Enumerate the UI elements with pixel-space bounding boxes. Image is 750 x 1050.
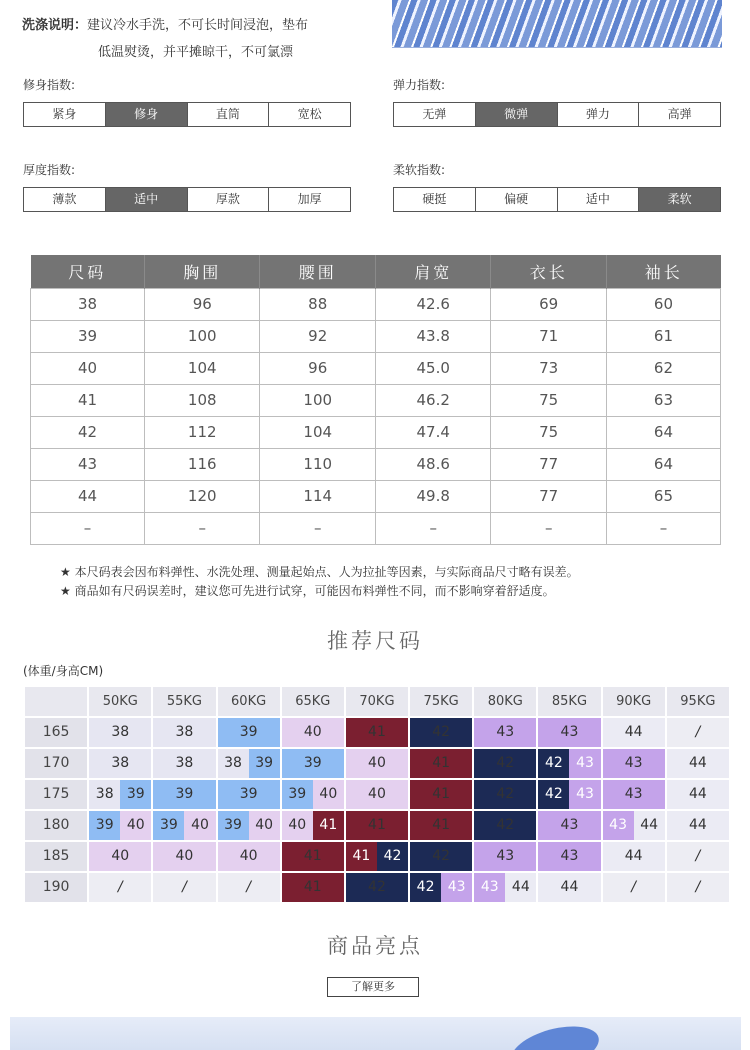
fit-index — [23, 78, 351, 127]
size-table-header — [31, 255, 721, 288]
size-recommendation-cell: 41 — [282, 873, 344, 902]
size-recommendation-cell: / — [153, 873, 215, 902]
size-recommendation-value: 42 — [410, 873, 441, 902]
table-cell: 47.4 — [375, 416, 490, 448]
size-recommendation-cell: 41 — [346, 718, 408, 747]
size-recommendation-cell: 43 — [603, 780, 665, 809]
highlights-title: 商品亮点 — [327, 934, 423, 958]
table-cell: 96 — [260, 352, 375, 384]
softness-option: 柔软 — [639, 188, 720, 211]
thickness-index-title: 厚度指数: — [23, 163, 76, 177]
table-cell: 75 — [491, 416, 606, 448]
softness-option: 硬挺 — [394, 188, 476, 211]
size-recommendation-cell: 44 — [667, 749, 729, 778]
size-recommendation-value: 39 — [249, 749, 280, 778]
size-recommendation-cell: 42 — [346, 873, 408, 902]
table-cell: – — [606, 512, 720, 544]
care-line-2: 低温熨烫，并平摊晾干，不可氯漂 — [98, 45, 294, 60]
table-cell: 120 — [145, 480, 260, 512]
weight-header: 90KG — [603, 687, 665, 716]
size-recommendation-cell: / — [667, 873, 729, 902]
table-cell: 77 — [491, 480, 606, 512]
size-recommendation-value: 38 — [89, 780, 120, 809]
table-cell: 41 — [31, 384, 145, 416]
height-header: 185 — [25, 842, 87, 871]
table-cell: 100 — [260, 384, 375, 416]
table-cell: 42.6 — [375, 288, 490, 320]
table-cell: 40 — [31, 352, 145, 384]
table-row — [31, 320, 721, 352]
height-row — [25, 873, 729, 902]
table-cell: 114 — [260, 480, 375, 512]
table-cell: 110 — [260, 448, 375, 480]
size-recommendation-cell-split — [282, 780, 344, 809]
size-recommendation-value: 39 — [282, 780, 313, 809]
size-recommendation-cell-split — [218, 811, 280, 840]
size-recommendation-cell: 42 — [410, 718, 472, 747]
size-recommendation-cell-split — [538, 780, 600, 809]
table-cell: – — [31, 512, 145, 544]
table-cell: 61 — [606, 320, 720, 352]
thickness-option: 加厚 — [297, 192, 322, 206]
size-recommendation-value: 43 — [569, 780, 600, 809]
size-recommendation-cell: 42 — [474, 780, 536, 809]
thickness-scale — [23, 187, 351, 212]
table-cell: – — [145, 512, 260, 544]
size-recommendation-cell: 44 — [603, 718, 665, 747]
table-cell: 44 — [31, 480, 145, 512]
weight-header: 60KG — [218, 687, 280, 716]
size-recommendation-cell: 43 — [538, 718, 600, 747]
height-header: 170 — [25, 749, 87, 778]
size-recommendation-cell: 40 — [346, 780, 408, 809]
softness-scale — [393, 187, 721, 212]
size-recommendation-cell-split — [282, 811, 344, 840]
size-recommendation-value: 41 — [313, 811, 344, 840]
size-recommendation-cell: / — [218, 873, 280, 902]
size-recommendation-cell: 42 — [474, 811, 536, 840]
care-line-1: 建议冷水手洗，不可长时间浸泡，垫布 — [87, 18, 309, 33]
table-cell: 116 — [145, 448, 260, 480]
table-cell: 77 — [491, 448, 606, 480]
size-recommendation-value: 43 — [569, 749, 600, 778]
size-recommendation-cell-split — [346, 842, 408, 871]
table-cell: 48.6 — [375, 448, 490, 480]
size-recommendation-cell: 39 — [218, 718, 280, 747]
size-recommendation-cell: 43 — [538, 842, 600, 871]
size-recommendation-cell: 43 — [538, 811, 600, 840]
height-row — [25, 749, 729, 778]
table-row — [31, 416, 721, 448]
size-recommendation-cell: / — [667, 842, 729, 871]
size-recommendation-cell: 42 — [474, 749, 536, 778]
size-recommendation-value: 38 — [218, 749, 249, 778]
height-row — [25, 718, 729, 747]
softness-index-title: 柔软指数: — [393, 163, 446, 177]
table-cell: 100 — [145, 320, 260, 352]
care-label: 洗涤说明： — [22, 18, 88, 33]
weight-header: 55KG — [153, 687, 215, 716]
size-recommendation-cell-split — [538, 749, 600, 778]
size-recommendation-cell: 41 — [282, 842, 344, 871]
weight-header: 50KG — [89, 687, 151, 716]
height-header: 175 — [25, 780, 87, 809]
table-cell: 64 — [606, 416, 720, 448]
size-column-header: 尺码 — [31, 255, 145, 288]
size-column-header: 袖长 — [606, 255, 720, 288]
table-cell: 71 — [491, 320, 606, 352]
size-recommendation-cell: 40 — [346, 749, 408, 778]
size-recommendation-cell: 38 — [153, 718, 215, 747]
size-chart-table — [30, 255, 721, 545]
thickness-index — [23, 163, 351, 212]
size-recommendation-cell: 43 — [603, 749, 665, 778]
size-recommendation-value: 39 — [89, 811, 120, 840]
height-row — [25, 780, 729, 809]
table-row — [31, 288, 721, 320]
size-recommendation-value: 40 — [249, 811, 280, 840]
table-cell: 45.0 — [375, 352, 490, 384]
size-column-header: 肩宽 — [375, 255, 490, 288]
size-recommendation-cell: 38 — [153, 749, 215, 778]
elasticity-option: 无弹 — [394, 103, 476, 126]
fit-option: 紧身 — [24, 103, 106, 126]
table-cell: 92 — [260, 320, 375, 352]
size-recommendation-cell: 40 — [282, 718, 344, 747]
table-cell: 69 — [491, 288, 606, 320]
softness-option: 适中 — [558, 188, 640, 211]
table-cell: 60 — [606, 288, 720, 320]
table-cell: 96 — [145, 288, 260, 320]
size-recommendation-value: 39 — [120, 780, 151, 809]
size-recommendation-cell: 44 — [667, 780, 729, 809]
weight-header: 95KG — [667, 687, 729, 716]
size-recommendation-value: 44 — [505, 873, 536, 902]
table-cell: 73 — [491, 352, 606, 384]
weight-header: 80KG — [474, 687, 536, 716]
height-row — [25, 811, 729, 840]
table-row — [31, 512, 721, 544]
size-recommendation-cell: 39 — [282, 749, 344, 778]
weight-header: 85KG — [538, 687, 600, 716]
size-recommendation-cell: 38 — [89, 749, 151, 778]
weight-header: 70KG — [346, 687, 408, 716]
table-cell: – — [260, 512, 375, 544]
size-recommendation-cell: 40 — [218, 842, 280, 871]
size-recommendation-value: 43 — [441, 873, 472, 902]
size-note-1: ★ 本尺码表会因布料弹性、水洗处理、测量起始点、人为拉扯等因素，与实际商品尺寸略有误差。 — [60, 565, 579, 579]
table-cell: 62 — [606, 352, 720, 384]
softness-option: 偏硬 — [476, 188, 558, 211]
table-cell: 38 — [31, 288, 145, 320]
grid-corner — [25, 687, 87, 716]
size-recommendation-cell: 44 — [667, 811, 729, 840]
size-recommendation-cell: 43 — [474, 718, 536, 747]
fit-index-title: 修身指数: — [23, 78, 76, 92]
elasticity-index — [393, 78, 721, 127]
size-recommendation-cell: 39 — [153, 780, 215, 809]
size-recommendation-cell-split — [153, 811, 215, 840]
fabric-swatch-image — [392, 0, 722, 48]
table-cell: 104 — [260, 416, 375, 448]
size-recommendation-cell-split — [474, 873, 536, 902]
table-cell: 63 — [606, 384, 720, 416]
thickness-option: 适中 — [106, 188, 188, 211]
table-cell: 75 — [491, 384, 606, 416]
fit-scale — [23, 102, 351, 127]
elasticity-option: 微弹 — [476, 103, 558, 126]
weight-height-unit-label: (体重/身高CM) — [23, 664, 104, 678]
size-recommendation-cell-split — [89, 780, 151, 809]
table-row — [31, 480, 721, 512]
size-recommendation-cell: 41 — [410, 780, 472, 809]
table-cell: 112 — [145, 416, 260, 448]
size-recommendation-cell: 44 — [603, 842, 665, 871]
table-cell: 108 — [145, 384, 260, 416]
weight-header: 75KG — [410, 687, 472, 716]
thickness-option: 厚款 — [188, 188, 270, 211]
table-cell: 49.8 — [375, 480, 490, 512]
fit-option: 宽松 — [297, 107, 322, 121]
elasticity-index-title: 弹力指数: — [393, 78, 446, 92]
size-notes — [60, 563, 579, 601]
table-cell: 65 — [606, 480, 720, 512]
height-header: 180 — [25, 811, 87, 840]
size-note-2: ★ 商品如有尺码误差时，建议您可先进行试穿，可能因布料弹性不同，而不影响穿着舒适度。 — [60, 584, 555, 598]
softness-index — [393, 163, 721, 212]
size-recommendation-cell-split — [410, 873, 472, 902]
table-cell: 42 — [31, 416, 145, 448]
size-column-header: 衣长 — [491, 255, 606, 288]
size-column-header: 腰围 — [260, 255, 375, 288]
table-cell: 39 — [31, 320, 145, 352]
weight-header-row — [25, 687, 729, 716]
size-column-header: 胸围 — [145, 255, 260, 288]
size-recommendation-cell: 41 — [410, 811, 472, 840]
elasticity-scale — [393, 102, 721, 127]
table-cell: 46.2 — [375, 384, 490, 416]
height-row — [25, 842, 729, 871]
table-row — [31, 352, 721, 384]
size-recommendation-cell: 40 — [89, 842, 151, 871]
thickness-option: 薄款 — [24, 188, 106, 211]
learn-more-button[interactable]: 了解更多 — [327, 977, 419, 997]
table-cell: 64 — [606, 448, 720, 480]
table-cell: 104 — [145, 352, 260, 384]
size-recommendation-value: 40 — [120, 811, 151, 840]
size-recommendation-cell: / — [667, 718, 729, 747]
fit-option: 修身 — [106, 103, 188, 126]
size-recommendation-cell-split — [603, 811, 665, 840]
size-recommendation-cell: 40 — [153, 842, 215, 871]
recommend-size-title: 推荐尺码 — [327, 629, 423, 653]
size-recommendation-cell: 39 — [218, 780, 280, 809]
size-recommendation-cell: 44 — [538, 873, 600, 902]
care-instructions — [22, 12, 382, 66]
table-row — [31, 448, 721, 480]
size-recommendation-value: 39 — [218, 811, 249, 840]
size-recommendation-grid — [23, 685, 731, 904]
size-recommendation-value: 43 — [603, 811, 634, 840]
size-recommendation-cell: 42 — [410, 842, 472, 871]
size-recommendation-value: 40 — [282, 811, 313, 840]
size-recommendation-value: 40 — [313, 780, 344, 809]
table-cell: – — [375, 512, 490, 544]
elasticity-option: 高弹 — [667, 107, 692, 121]
table-row — [31, 384, 721, 416]
size-recommendation-value: 40 — [184, 811, 215, 840]
size-recommendation-value: 42 — [377, 842, 408, 871]
product-image-preview — [10, 1017, 741, 1050]
fit-option: 直筒 — [188, 103, 270, 126]
size-recommendation-value: 39 — [153, 811, 184, 840]
size-recommendation-cell: 41 — [346, 811, 408, 840]
size-recommendation-cell: / — [603, 873, 665, 902]
size-recommendation-cell-split — [218, 749, 280, 778]
height-header: 190 — [25, 873, 87, 902]
size-recommendation-cell: / — [89, 873, 151, 902]
table-cell: 43.8 — [375, 320, 490, 352]
size-recommendation-cell: 38 — [89, 718, 151, 747]
size-recommendation-value: 41 — [346, 842, 377, 871]
elasticity-option: 弹力 — [558, 103, 640, 126]
table-cell: – — [491, 512, 606, 544]
size-recommendation-value: 43 — [474, 873, 505, 902]
table-cell: 43 — [31, 448, 145, 480]
height-header: 165 — [25, 718, 87, 747]
size-recommendation-cell: 41 — [410, 749, 472, 778]
size-recommendation-cell-split — [89, 811, 151, 840]
table-cell: 88 — [260, 288, 375, 320]
size-recommendation-value: 42 — [538, 749, 569, 778]
size-recommendation-cell: 43 — [474, 842, 536, 871]
weight-header: 65KG — [282, 687, 344, 716]
size-recommendation-value: 42 — [538, 780, 569, 809]
size-recommendation-value: 44 — [634, 811, 665, 840]
